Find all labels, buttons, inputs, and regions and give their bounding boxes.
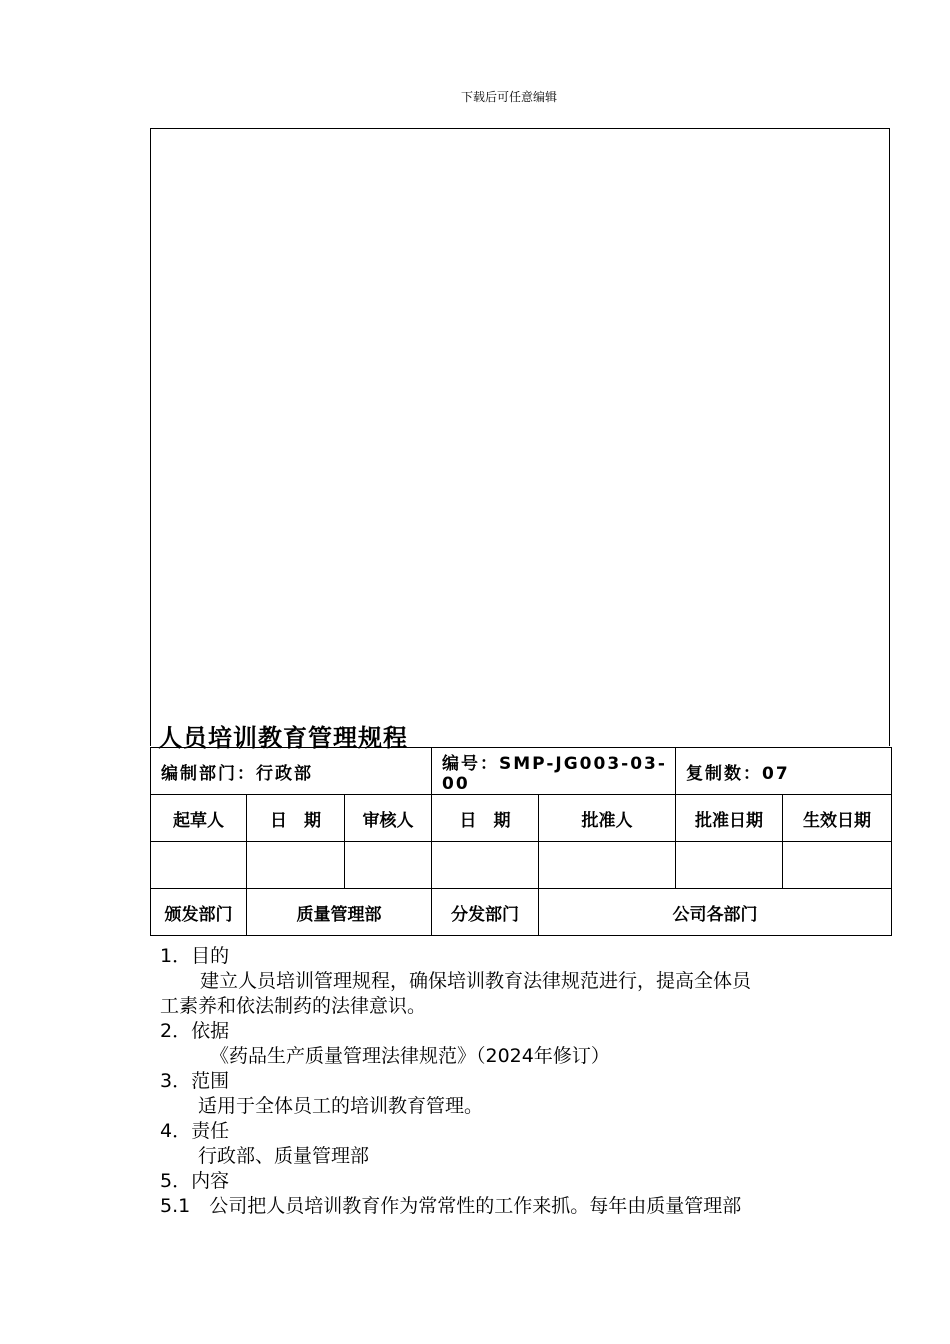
date-cell-1: [247, 842, 345, 889]
section-heading: 1．目的: [160, 945, 230, 967]
drafter-label: 起草人: [151, 795, 247, 842]
section-heading: 4．责任: [160, 1120, 230, 1142]
copy-count: 复制数：07: [676, 748, 892, 795]
approver-label: 批准人: [539, 795, 676, 842]
date-cell-2: [432, 842, 539, 889]
document-code: 编号：SMP-JG003-03-00: [432, 748, 676, 795]
section-heading: 3．范围: [160, 1070, 230, 1092]
paragraph: 行政部、质量管理部: [198, 1145, 370, 1167]
document-body: [160, 944, 870, 1219]
date-label-2: 日 期: [432, 795, 539, 842]
meta-row-3: [151, 842, 892, 889]
paragraph: 工素养和依法制药的法律意识。: [160, 995, 427, 1017]
meta-row-1: [151, 748, 892, 795]
section-heading: 2．依据: [160, 1020, 230, 1042]
reviewer-cell: [345, 842, 432, 889]
compiling-department: 编制部门：行政部: [151, 748, 432, 795]
document-frame: [150, 128, 890, 746]
effective-date-cell: [783, 842, 892, 889]
approve-date-cell: [676, 842, 783, 889]
header-note: 下载后可任意编辑: [460, 90, 557, 104]
issue-dept-label: 颁发部门: [151, 889, 247, 936]
approver-cell: [539, 842, 676, 889]
document-meta-table: [150, 747, 892, 936]
meta-row-2: [151, 795, 892, 842]
drafter-cell: [151, 842, 247, 889]
paragraph: 建立人员培训管理规程，确保培训教育法律规范进行，提高全体员: [200, 970, 752, 992]
dist-dept-label: 分发部门: [432, 889, 539, 936]
paragraph: 适用于全体员工的培训教育管理。: [198, 1095, 484, 1117]
paragraph: 5.1 公司把人员培训教育作为常常性的工作来抓。每年由质量管理部: [160, 1195, 742, 1217]
dist-dept-value: 公司各部门: [539, 889, 892, 936]
issue-dept-value: 质量管理部: [247, 889, 432, 936]
document-title: 人员培训教育管理规程: [158, 724, 408, 752]
meta-row-4: [151, 889, 892, 936]
date-label-1: 日 期: [247, 795, 345, 842]
reviewer-label: 审核人: [345, 795, 432, 842]
approve-date-label: 批准日期: [676, 795, 783, 842]
section-heading: 5．内容: [160, 1170, 230, 1192]
effective-date-label: 生效日期: [783, 795, 892, 842]
paragraph: 《药品生产质量管理法律规范》（2024年修订）: [210, 1045, 610, 1067]
